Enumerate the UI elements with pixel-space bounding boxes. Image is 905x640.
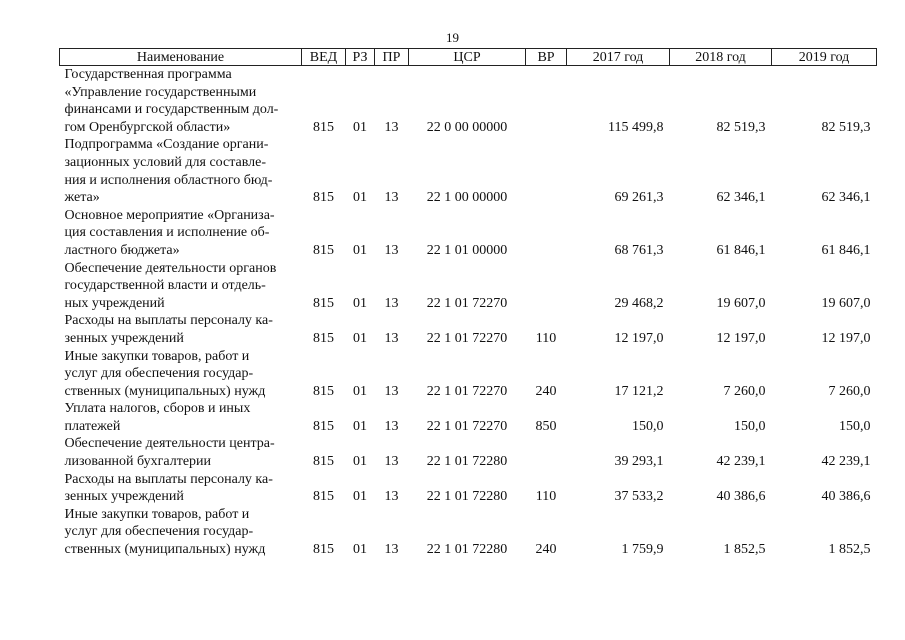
row-rz: 01 bbox=[353, 418, 367, 434]
row-ved: 815 bbox=[313, 383, 334, 399]
row-2019: 1 852,5 bbox=[828, 542, 871, 558]
header-csr: ЦСР bbox=[409, 49, 526, 66]
row-vr bbox=[526, 136, 567, 206]
table-row bbox=[60, 506, 877, 559]
row-rz: 01 bbox=[353, 489, 367, 505]
row-csr: 22 1 01 72280 bbox=[426, 454, 508, 470]
row-2019: 19 607,0 bbox=[821, 295, 871, 311]
row-rz: 01 bbox=[353, 542, 367, 558]
header-2019: 2019 год bbox=[772, 49, 877, 66]
row-vr bbox=[526, 207, 567, 260]
row-2017: 69 261,3 bbox=[614, 190, 664, 206]
header-2017: 2017 год bbox=[567, 49, 670, 66]
row-2017: 115 499,8 bbox=[608, 119, 664, 135]
row-rz: 01 bbox=[353, 190, 367, 206]
row-csr: 22 1 00 00000 bbox=[426, 190, 508, 206]
table-row bbox=[60, 136, 877, 206]
row-name: Расходы на выплаты персоналу ка- зенных учреждений bbox=[64, 313, 273, 346]
budget-table bbox=[59, 48, 877, 559]
row-name: Обеспечение деятельности центра- лизованной бухгалтерии bbox=[64, 436, 275, 470]
row-rz: 01 bbox=[353, 242, 367, 258]
row-vr: 110 bbox=[535, 489, 557, 505]
row-pr: 13 bbox=[384, 489, 399, 505]
row-rz: 01 bbox=[353, 119, 367, 135]
row-pr: 13 bbox=[384, 383, 399, 399]
table-header-row bbox=[60, 49, 877, 66]
row-name: Расходы на выплаты персоналу ка- зенных учреждений bbox=[64, 471, 273, 505]
row-pr: 13 bbox=[384, 190, 399, 206]
row-2018: 7 260,0 bbox=[723, 383, 766, 399]
row-ved: 815 bbox=[313, 542, 334, 558]
header-name: Наименование bbox=[60, 49, 302, 66]
row-pr: 13 bbox=[384, 119, 399, 135]
header-rz: РЗ bbox=[346, 49, 375, 66]
row-vr bbox=[526, 260, 567, 313]
row-2019: 62 346,1 bbox=[821, 190, 871, 206]
row-2019: 82 519,3 bbox=[821, 119, 871, 135]
row-2018: 40 386,6 bbox=[716, 489, 766, 505]
row-vr: 110 bbox=[535, 330, 557, 346]
row-ved: 815 bbox=[313, 242, 334, 258]
header-ved: ВЕД bbox=[302, 49, 346, 66]
header-2018: 2018 год bbox=[670, 49, 772, 66]
row-2017: 12 197,0 bbox=[614, 330, 664, 346]
row-2017: 150,0 bbox=[632, 418, 664, 434]
row-name: Государственная программа «Управление государственными финансами и государственным дол- гом Оренбургской области» bbox=[64, 67, 279, 135]
row-2019: 12 197,0 bbox=[821, 330, 871, 346]
page-number: 19 bbox=[446, 30, 459, 45]
row-name: Иные закупки товаров, работ и услуг для обеспечения государ- ственных (муниципальных) нужд bbox=[64, 348, 266, 399]
row-ved: 815 bbox=[313, 489, 334, 505]
row-pr: 13 bbox=[384, 542, 399, 558]
row-2018: 150,0 bbox=[734, 418, 766, 434]
row-rz: 01 bbox=[353, 454, 367, 470]
row-pr: 13 bbox=[384, 242, 399, 258]
row-csr: 22 1 01 00000 bbox=[426, 242, 508, 258]
row-pr: 13 bbox=[384, 454, 399, 470]
row-vr: 240 bbox=[535, 383, 557, 399]
row-name: Подпрограмма «Создание органи- зационных условий для составле- ния и исполнения областного бюд- жета» bbox=[64, 137, 273, 206]
row-2019: 40 386,6 bbox=[821, 489, 871, 505]
row-vr bbox=[526, 435, 567, 470]
row-ved: 815 bbox=[313, 454, 334, 470]
row-2018: 61 846,1 bbox=[716, 242, 766, 258]
row-2019: 7 260,0 bbox=[828, 383, 871, 399]
row-vr bbox=[526, 66, 567, 137]
row-name: Уплата налогов, сборов и иных платежей bbox=[64, 401, 251, 434]
row-2019: 42 239,1 bbox=[821, 454, 871, 470]
row-2019: 61 846,1 bbox=[821, 242, 871, 258]
header-vr: ВР bbox=[526, 49, 567, 66]
row-name: Обеспечение деятельности органов государственной власти и отдель- ных учреждений bbox=[64, 260, 277, 311]
row-csr: 22 1 01 72270 bbox=[426, 330, 508, 346]
row-ved: 815 bbox=[313, 190, 334, 206]
row-ved: 815 bbox=[313, 295, 334, 311]
row-2018: 82 519,3 bbox=[716, 119, 766, 135]
table-row bbox=[60, 348, 877, 401]
row-vr: 850 bbox=[535, 418, 557, 434]
table-row bbox=[60, 207, 877, 260]
row-name: Основное мероприятие «Организа- ция составления и исполнение об- ластного бюджета» bbox=[64, 207, 275, 258]
row-2018: 12 197,0 bbox=[716, 330, 766, 346]
row-2017: 1 759,9 bbox=[621, 542, 664, 558]
table-row bbox=[60, 260, 877, 313]
row-pr: 13 bbox=[384, 330, 399, 346]
table-row bbox=[60, 400, 877, 435]
table-row bbox=[60, 66, 877, 137]
row-2017: 37 533,2 bbox=[614, 489, 664, 505]
row-rz: 01 bbox=[353, 295, 367, 311]
row-ved: 815 bbox=[313, 418, 334, 434]
header-pr: ПР bbox=[375, 49, 409, 66]
row-2017: 68 761,3 bbox=[614, 242, 664, 258]
row-rz: 01 bbox=[353, 330, 367, 346]
row-2017: 17 121,2 bbox=[614, 383, 664, 399]
row-vr: 240 bbox=[535, 542, 557, 558]
row-2019: 150,0 bbox=[839, 418, 871, 434]
row-ved: 815 bbox=[313, 119, 334, 135]
row-csr: 22 1 01 72280 bbox=[426, 542, 508, 558]
row-csr: 22 1 01 72270 bbox=[426, 383, 508, 399]
row-2018: 42 239,1 bbox=[716, 454, 766, 470]
row-2018: 62 346,1 bbox=[716, 190, 766, 206]
row-pr: 13 bbox=[384, 295, 399, 311]
row-2017: 29 468,2 bbox=[614, 295, 664, 311]
row-csr: 22 0 00 00000 bbox=[426, 119, 508, 135]
row-2018: 19 607,0 bbox=[716, 295, 766, 311]
row-2017: 39 293,1 bbox=[614, 454, 664, 470]
row-csr: 22 1 01 72270 bbox=[426, 418, 508, 434]
row-pr: 13 bbox=[384, 418, 399, 434]
table-row bbox=[60, 312, 877, 347]
row-rz: 01 bbox=[353, 383, 367, 399]
row-2018: 1 852,5 bbox=[723, 542, 766, 558]
table-row bbox=[60, 471, 877, 506]
row-csr: 22 1 01 72280 bbox=[426, 489, 508, 505]
row-name: Иные закупки товаров, работ и услуг для обеспечения государ- ственных (муниципальных) нужд bbox=[64, 506, 266, 558]
table-row bbox=[60, 435, 877, 470]
row-ved: 815 bbox=[313, 330, 334, 346]
row-csr: 22 1 01 72270 bbox=[426, 295, 508, 311]
